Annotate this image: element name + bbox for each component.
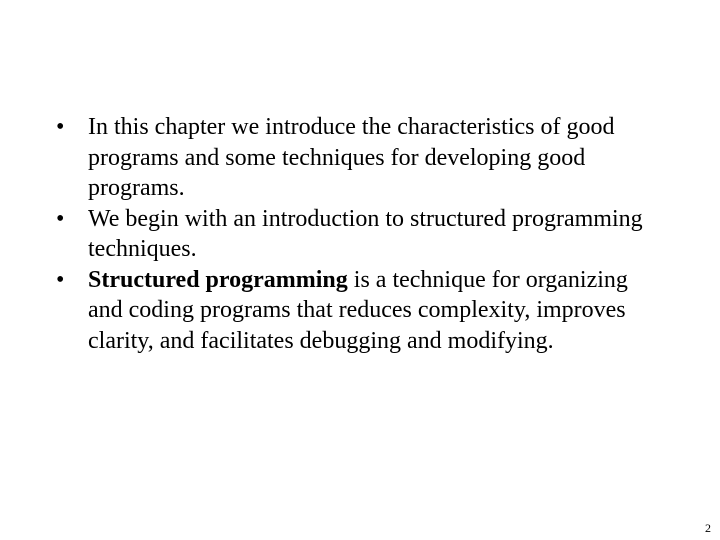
bullet-item [56, 112, 666, 204]
bold-term: Structured programming [88, 266, 348, 293]
bullet-text: We begin with an introduction to structured programming techniques. [88, 205, 643, 262]
bullet-icon: • [56, 205, 65, 232]
bullet-item [56, 204, 666, 265]
page-number: 2 [705, 521, 711, 535]
bullet-icon: • [56, 114, 65, 140]
bullet-text: is a technique for organizing and coding programs that reduces complexity, improves clarity, and facilitates debugging and modifying. [88, 266, 628, 354]
bullet-text: In this chapter we introduce the characteristics of good programs and some techniques for developing good programs. [88, 114, 615, 201]
bullet-list [56, 112, 666, 356]
bullet-item [56, 265, 666, 357]
bullet-icon: • [56, 266, 65, 293]
